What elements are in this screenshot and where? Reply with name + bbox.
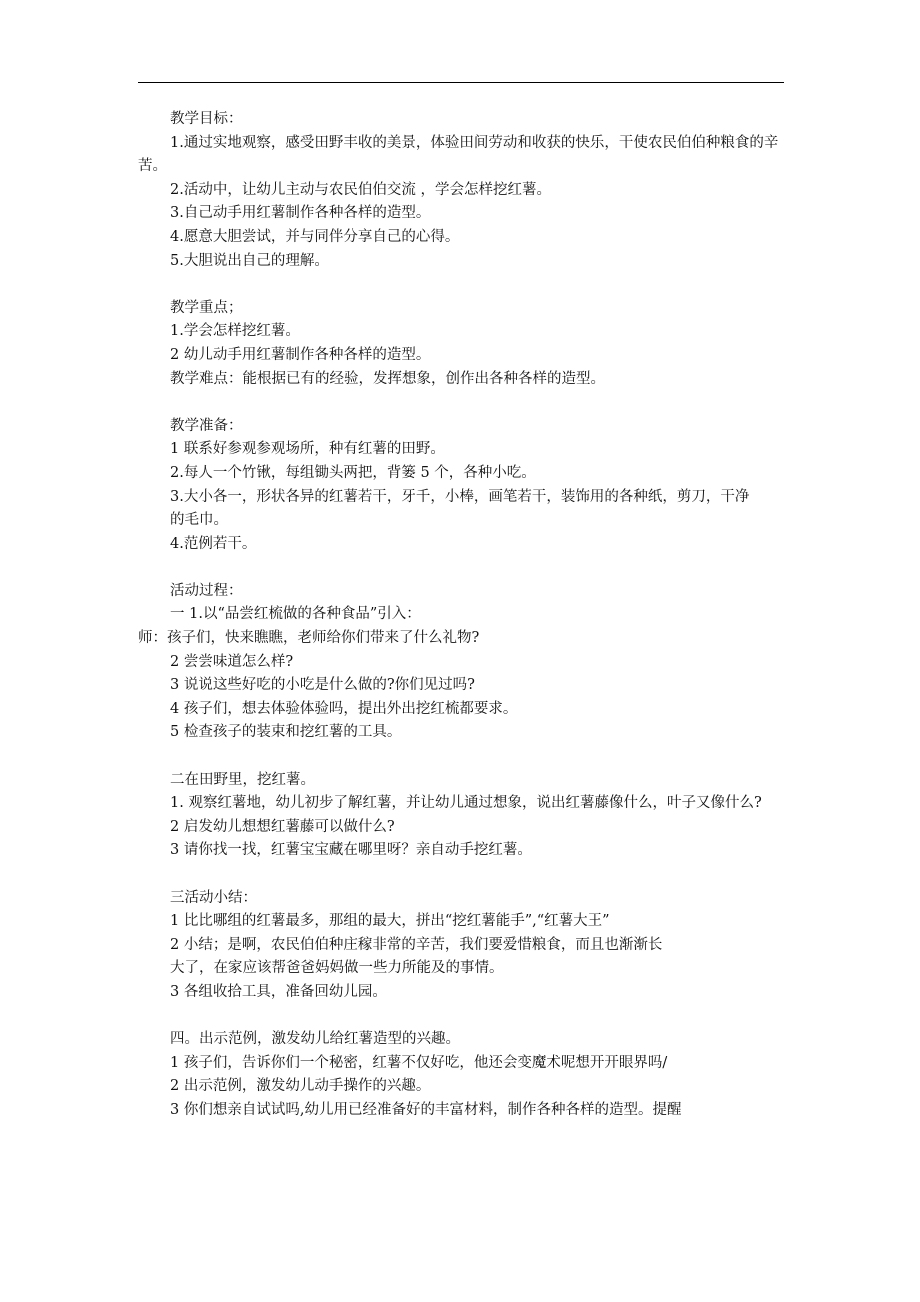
goal-item-5: 5.大胆说出自己的理解。 (170, 252, 329, 269)
section-heading: 三活动小结： (170, 889, 257, 906)
section-heading: 教学重点； (170, 299, 243, 316)
section-summary (138, 887, 786, 1005)
prep-item-2: 2.每人一个竹锹，每组锄头两把，背篓 5 个，各种小吃。 (170, 464, 536, 481)
process-line-5: 4 孩子们，想去体验体验吗，提出外出挖红梳都要求。 (170, 700, 518, 717)
header-rule (138, 82, 784, 83)
process-line-2: 师：孩子们，快来瞧瞧，老师给你们带来了什么礼物? (138, 630, 480, 647)
section-heading: 教学目标： (170, 111, 243, 127)
section-heading: 教学准备： (170, 417, 243, 434)
summary-item-1: 1 比比哪组的红薯最多，那组的最大，拼出“挖红薯能手”,“红薯大王” (170, 913, 610, 930)
prep-item-4: 4.范例若干。 (170, 535, 257, 552)
summary-item-2-cont: 大了，在家应该帮爸爸妈妈做一些力所能及的事情。 (170, 960, 504, 977)
summary-item-3: 3 各组收拾工具，准备回幼儿园。 (170, 983, 387, 1000)
section-show-examples (138, 1028, 786, 1122)
goal-item-2: 2.活动中，让幼儿主动与农民伯伯交流 ，学会怎样挖红薯。 (170, 181, 551, 198)
section-in-the-field (138, 769, 786, 863)
section-heading: 四。出示范例，激发幼儿给红薯造型的兴趣。 (170, 1031, 460, 1048)
process-line-3: 2 尝尝味道怎么样? (170, 653, 294, 670)
field-item-2: 2 启发幼儿想想红薯藤可以做什么? (170, 818, 395, 835)
prep-item-1: 1 联系好参观参观场所，种有红薯的田野。 (170, 441, 445, 458)
section-activity-process (138, 580, 786, 745)
example-item-2: 2 出示范例，激发幼儿动手操作的兴趣。 (170, 1078, 431, 1095)
example-item-1: 1 孩子们，告诉你们一个秘密，红薯不仅好吃，他还会变魔术呢想开开眼界吗/ (170, 1054, 668, 1071)
key-point-2: 2 幼儿动手用红薯制作各种各样的造型。 (170, 346, 431, 363)
section-heading: 活动过程： (170, 582, 243, 599)
summary-item-2: 2 小结；是啊，农民伯伯种庄稼非常的辛苦，我们要爱惜粮食，而且也渐渐长 (170, 936, 663, 953)
section-key-points (138, 297, 786, 391)
document-body (138, 108, 786, 1146)
difficult-point: 教学难点：能根据已有的经验，发挥想象，创作出各种各样的造型。 (170, 370, 605, 387)
goal-item-4: 4.愿意大胆尝试，并与同伴分享自己的心得。 (170, 228, 460, 245)
process-line-6: 5 检查孩子的装束和挖红薯的工具。 (170, 724, 402, 741)
field-item-3: 3 请你找一找，红薯宝宝藏在哪里呀？亲自动手挖红薯。 (170, 842, 532, 859)
process-line-1: 一 1.以“品尝红梳做的各种食品”引入： (170, 606, 421, 623)
example-item-3: 3 你们想亲自试试吗,幼儿用已经准备好的丰富材料，制作各种各样的造型。提醒 (170, 1101, 682, 1118)
section-heading: 二在田野里，挖红薯。 (170, 771, 315, 788)
goal-item-1: 1.通过实地观察，感受田野丰收的美景，体验田间劳动和收获的快乐，干使农民伯伯种粮食的辛苦。 (138, 134, 779, 175)
prep-item-3: 3.大小各一，形状各异的红薯若干，牙千，小棒，画笔若干，装饰用的各种纸，剪刀，干净的毛巾。 (170, 488, 750, 529)
goal-item-3: 3.自己动手用红薯制作各种各样的造型。 (170, 205, 431, 222)
process-line-4: 3 说说这些好吃的小吃是什么做的?你们见过吗? (170, 677, 475, 694)
field-item-1: 1. 观察红薯地，幼儿初步了解红薯，并让幼儿通过想象，说出红薯藤像什么，叶子又像什么? (170, 795, 762, 812)
key-point-1: 1.学会怎样挖红薯。 (170, 323, 300, 340)
section-preparation (138, 415, 786, 557)
section-teaching-goals (138, 108, 786, 273)
